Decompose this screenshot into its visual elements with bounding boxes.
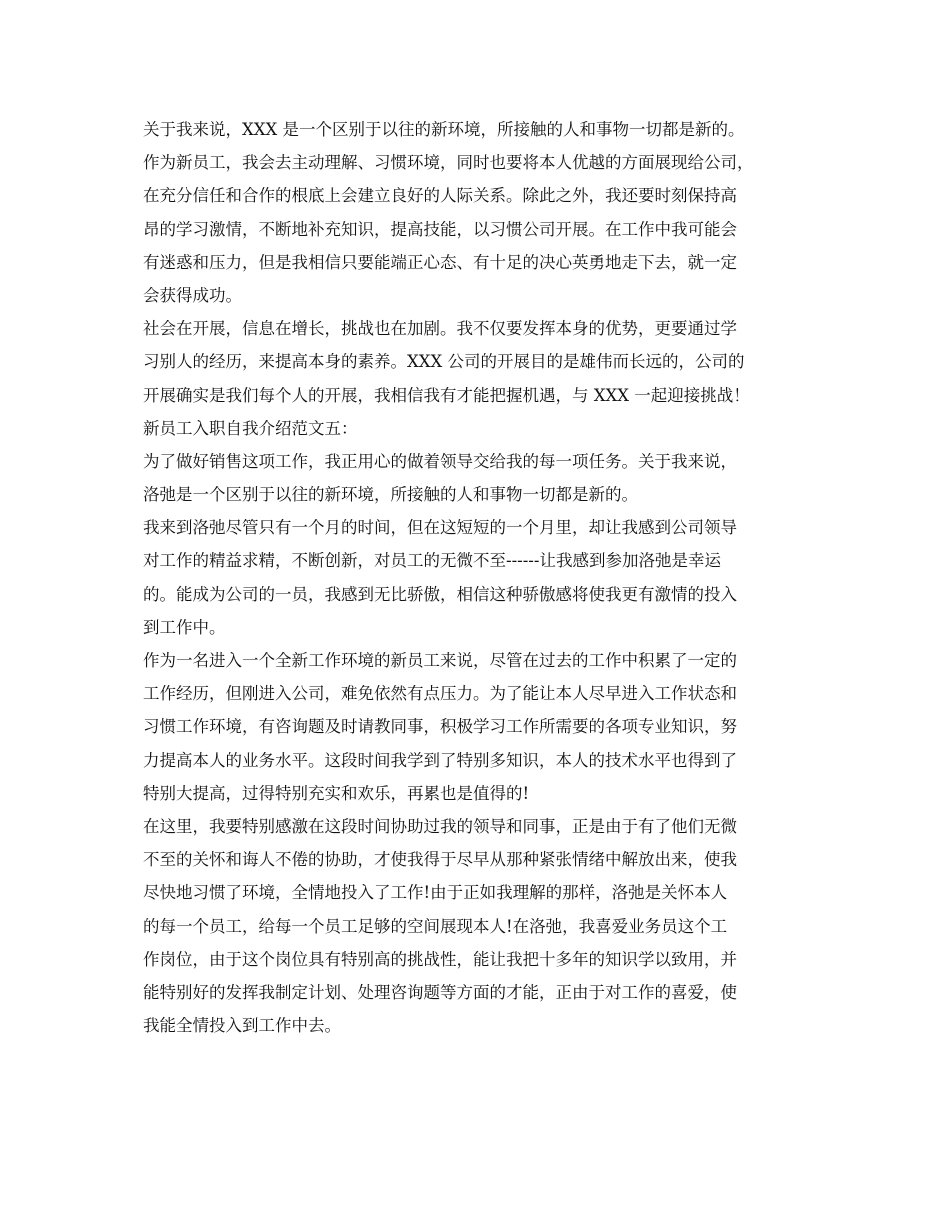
text-line: 昂的学习激情，不断地补充知识，提高技能，以习惯公司开展。在工作中我可能会 — [143, 219, 737, 239]
text-line: 我来到洛弛尽管只有一个月的时间，但在这短短的一个月里，却让我感到公司领导 — [143, 518, 737, 538]
text-line: 关于我来说，XXX 是一个区别于以往的新环境，所接触的人和事物一切都是新的。 — [143, 120, 745, 139]
text-line: 社会在开展，信息在增长，挑战也在加剧。我不仅要发挥本身的优势，更要通过学 — [143, 319, 737, 339]
text-line: 有迷惑和压力，但是我相信只要能端正心态、有十足的决心英勇地走下去，就一定 — [143, 252, 737, 272]
text-line: 到工作中。 — [143, 617, 226, 637]
text-line: 会获得成功。 — [143, 285, 242, 305]
text-line: 能特别好的发挥我制定计划、处理咨询题等方面的才能，正由于对工作的喜爱，使 — [143, 982, 737, 1002]
text-line: 习惯工作环境，有咨询题及时请教同事，积极学习工作所需要的各项专业知识，努 — [143, 717, 737, 737]
text-line: 的。能成为公司的一员，我感到无比骄傲，相信这种骄傲感将使我更有激情的投入 — [143, 584, 737, 604]
text-line: 尽快地习惯了环境，全情地投入了工作!由于正如我理解的那样，洛弛是关怀本人 — [143, 883, 728, 903]
text-line: 特别大提高，过得特别充实和欢乐，再累也是值得的! — [143, 783, 530, 803]
text-line: 作岗位，由于这个岗位具有特别高的挑战性，能让我把十多年的知识学以致用，并 — [143, 949, 737, 969]
text-line: 习别人的经历，来提高本身的素养。XXX 公司的开展目的是雄伟而长远的，公司的 — [143, 352, 745, 372]
text-line: 为了做好销售这项工作，我正用心的做着领导交给我的每一项任务。关于我来说， — [143, 451, 737, 471]
text-line: 作为新员工，我会去主动理解、习惯环境，同时也要将本人优越的方面展现给公司， — [143, 153, 754, 173]
text-line: 我能全情投入到工作中去。 — [143, 1016, 341, 1036]
section-heading: 新员工入职自我介绍范文五： — [143, 418, 358, 438]
text-line: 力提高本人的业务水平。这段时间我学到了特别多知识，本人的技术水平也得到了 — [143, 750, 737, 770]
text-line: 开展确实是我们每个人的开展，我相信我有才能把握机遇，与 XXX 一起迎接挑战！ — [143, 385, 750, 405]
text-line: 不至的关怀和诲人不倦的协助，才使我得于尽早从那种紧张情绪中解放出来，使我 — [143, 850, 737, 870]
document-body — [143, 113, 823, 1042]
text-line: 工作经历，但刚进入公司，难免依然有点压力。为了能让本人尽早进入工作状态和 — [143, 684, 737, 704]
text-line: 的每一个员工，给每一个员工足够的空间展现本人!在洛弛，我喜爱业务员这个工 — [143, 916, 728, 936]
text-line: 在充分信任和合作的根底上会建立良好的人际关系。除此之外，我还要时刻保持高 — [143, 186, 737, 206]
text-line: 在这里，我要特别感激在这段时间协助过我的领导和同事，正是由于有了他们无微 — [143, 816, 737, 836]
text-line: 对工作的精益求精，不断创新，对员工的无微不至------让我感到参加洛弛是幸运 — [143, 551, 721, 571]
text-line: 洛弛是一个区别于以往的新环境，所接触的人和事物一切都是新的。 — [143, 485, 638, 505]
text-line: 作为一名进入一个全新工作环境的新员工来说，尽管在过去的工作中积累了一定的 — [143, 651, 737, 670]
